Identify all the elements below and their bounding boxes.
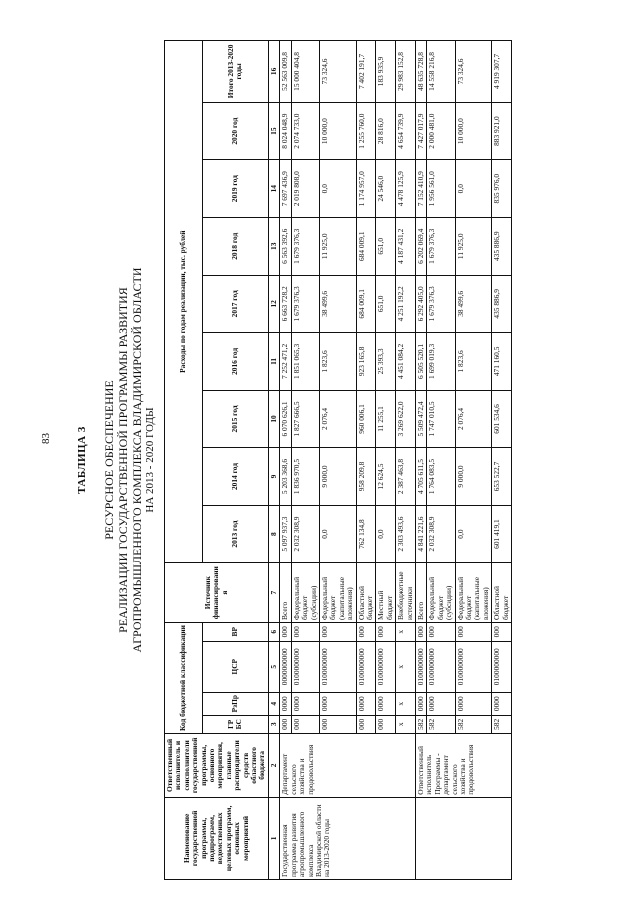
table-label: ТАБЛИЦА 3 (76, 426, 88, 494)
gr-code-cell: 000 (291, 715, 319, 734)
title-line-4: НА 2013 - 2020 ГОДЫ (144, 407, 156, 513)
program-name-cell: Государственная программа развития агропромышленного комплекса Владимирской области на 2013-2020 годы (280, 797, 416, 879)
funding-source-cell: Федеральный бюджет (капитальные вложения) (455, 563, 492, 623)
empty-name-cell (415, 797, 511, 879)
year-value-cell: 2 076,4 (455, 390, 492, 448)
year-value-cell: 3 269 622,0 (396, 390, 416, 448)
rzpr-code-cell: 0000 (427, 692, 455, 715)
header-year: 2019 год (202, 160, 268, 218)
csr-code-cell: 0100000000 (455, 641, 492, 692)
vr-code-cell: x (396, 622, 416, 641)
gr-code-cell: 582 (415, 715, 426, 734)
year-value-cell: 1 851 065,3 (291, 333, 319, 391)
year-value-cell: 435 886,9 (492, 275, 512, 333)
title-line-2: РЕАЛИЗАЦИИ ГОСУДАРСТВЕННОЙ ПРОГРАММЫ РАЗВИТИЯ (116, 287, 130, 633)
header-vr: ВР (202, 622, 268, 641)
column-number: 6 (268, 622, 279, 641)
total-value-cell: 73 324,6 (319, 41, 356, 103)
title-line-1: РЕСУРСНОЕ ОБЕСПЕЧЕНИЕ (102, 380, 116, 540)
vr-code-cell: 000 (356, 622, 376, 641)
year-value-cell: 24 546,0 (376, 160, 396, 218)
year-value-cell: 1 836 970,5 (291, 448, 319, 506)
header-source: Источник финансирования (165, 563, 269, 623)
total-value-cell: 4 919 307,7 (492, 41, 512, 103)
header-budget-code: Код бюджетной классификации (165, 622, 203, 733)
gr-code-cell: 582 (427, 715, 455, 734)
year-value-cell: 6 202 069,4 (415, 217, 426, 275)
total-value-cell: 73 324,6 (455, 41, 492, 103)
year-value-cell: 651,0 (376, 275, 396, 333)
gr-code-cell: 000 (319, 715, 356, 734)
year-value-cell: 0,0 (319, 505, 356, 563)
year-value-cell: 4 251 192,2 (396, 275, 416, 333)
year-value-cell: 1 823,6 (319, 333, 356, 391)
table-row (280, 41, 291, 880)
year-value-cell: 2 019 808,0 (291, 160, 319, 218)
year-value-cell: 25 393,3 (376, 333, 396, 391)
total-value-cell: 29 983 152,8 (396, 41, 416, 103)
funding-source-cell: Внебюджетные источники (396, 563, 416, 623)
year-value-cell: 1 679 376,3 (291, 217, 319, 275)
header-total: Итого 2013-2020 годы (202, 41, 268, 103)
funding-source-cell: Местный бюджет (376, 563, 396, 623)
rzpr-code-cell: 0000 (280, 692, 291, 715)
year-value-cell: 1 174 957,0 (356, 160, 376, 218)
vr-code-cell: 000 (280, 622, 291, 641)
header-name: Наименование государственной программы, подпрограмм, ведомственных целевых программ, основных мероприятий (165, 797, 269, 879)
year-value-cell: 2 000 481,0 (427, 102, 455, 160)
total-value-cell: 7 402 191,7 (356, 41, 376, 103)
funding-source-cell: Федеральный бюджет (капитальные вложения) (319, 563, 356, 623)
header-year: 2014 год (202, 448, 268, 506)
year-value-cell: 7 152 410,9 (415, 160, 426, 218)
year-value-cell: 1 679 376,3 (427, 275, 455, 333)
year-value-cell: 1 823,6 (455, 333, 492, 391)
header-expenses: Расходы по годам реализации, тыс. рублей (165, 41, 203, 563)
year-value-cell: 11 925,0 (319, 217, 356, 275)
csr-code-cell: x (396, 641, 416, 692)
resource-table (164, 40, 512, 880)
year-value-cell: 1 764 083,5 (427, 448, 455, 506)
year-value-cell: 0,0 (455, 160, 492, 218)
gr-code-cell: 582 (492, 715, 512, 734)
year-value-cell: 1 699 019,3 (427, 333, 455, 391)
column-numbers-row (268, 41, 279, 880)
header-year: 2013 год (202, 505, 268, 563)
year-value-cell: 2 032 308,9 (291, 505, 319, 563)
csr-code-cell: 0100000000 (319, 641, 356, 692)
vr-code-cell: 000 (376, 622, 396, 641)
year-value-cell: 6 292 405,0 (415, 275, 426, 333)
column-number: 11 (268, 333, 279, 391)
rzpr-code-cell: 0000 (455, 692, 492, 715)
year-value-cell: 0,0 (319, 160, 356, 218)
year-value-cell: 2 032 308,9 (427, 505, 455, 563)
rzpr-code-cell: 0000 (319, 692, 356, 715)
year-value-cell: 11 255,1 (376, 390, 396, 448)
vr-code-cell: 000 (319, 622, 356, 641)
column-number: 12 (268, 275, 279, 333)
year-value-cell: 684 009,1 (356, 217, 376, 275)
year-value-cell: 1 827 666,5 (291, 390, 319, 448)
header-year: 2017 год (202, 275, 268, 333)
csr-code-cell: 0100000000 (427, 641, 455, 692)
year-value-cell: 2 303 493,6 (396, 505, 416, 563)
year-value-cell: 960 006,1 (356, 390, 376, 448)
year-value-cell: 38 499,6 (455, 275, 492, 333)
rzpr-code-cell: 0000 (415, 692, 426, 715)
year-value-cell: 6 663 728,2 (280, 275, 291, 333)
vr-code-cell: 000 (291, 622, 319, 641)
year-value-cell: 4 705 611,5 (415, 448, 426, 506)
year-value-cell: 4 187 431,2 (396, 217, 416, 275)
year-value-cell: 9 000,0 (319, 448, 356, 506)
funding-source-cell: Федеральный бюджет (субсидии) (291, 563, 319, 623)
year-value-cell: 7 252 471,2 (280, 333, 291, 391)
column-number: 1 (268, 797, 279, 879)
year-value-cell: 11 925,0 (455, 217, 492, 275)
header-year: 2016 год (202, 333, 268, 391)
year-value-cell: 7 697 436,9 (280, 160, 291, 218)
column-number: 16 (268, 41, 279, 103)
title-block (76, 40, 157, 880)
year-value-cell: 6 563 392,6 (280, 217, 291, 275)
header-csr: ЦСР (202, 641, 268, 692)
page-number: 83 (40, 433, 52, 444)
year-value-cell: 0,0 (376, 505, 396, 563)
year-value-cell: 2 074 733,0 (291, 102, 319, 160)
rzpr-code-cell: 0000 (492, 692, 512, 715)
total-value-cell: 14 558 216,8 (427, 41, 455, 103)
responsible-executor-cell: Ответственный исполнитель Программы - департамент сельского хозяйства и продовольствия (415, 734, 511, 798)
vr-code-cell: 000 (455, 622, 492, 641)
total-value-cell: 183 935,9 (376, 41, 396, 103)
year-value-cell: 5 203 368,6 (280, 448, 291, 506)
year-value-cell: 923 165,8 (356, 333, 376, 391)
year-value-cell: 7 427 017,9 (415, 102, 426, 160)
csr-code-cell: 0100000000 (492, 641, 512, 692)
csr-code-cell: 0100000000 (291, 641, 319, 692)
year-value-cell: 4 451 084,2 (396, 333, 416, 391)
year-value-cell: 835 976,0 (492, 160, 512, 218)
header-responsible: Ответственный исполнитель и соисполнители государственной программы, основного мероприятия, главные распорядители средств областного бюджета (165, 734, 269, 798)
column-number: 10 (268, 390, 279, 448)
column-number: 2 (268, 734, 279, 798)
header-rzpr: РзПр (202, 692, 268, 715)
year-value-cell: 651,0 (376, 217, 396, 275)
year-value-cell: 684 009,1 (356, 275, 376, 333)
rzpr-code-cell: x (396, 692, 416, 715)
column-number: 5 (268, 641, 279, 692)
column-number: 13 (268, 217, 279, 275)
year-value-cell: 38 499,6 (319, 275, 356, 333)
rzpr-code-cell: 0000 (291, 692, 319, 715)
year-value-cell: 958 209,8 (356, 448, 376, 506)
year-value-cell: 10 000,0 (455, 102, 492, 160)
funding-source-cell: Областной бюджет (356, 563, 376, 623)
csr-code-cell: 0100000000 (356, 641, 376, 692)
year-value-cell: 2 076,4 (319, 390, 356, 448)
year-value-cell: 8 024 048,9 (280, 102, 291, 160)
total-value-cell: 52 563 009,8 (280, 41, 291, 103)
year-value-cell: 6 070 626,1 (280, 390, 291, 448)
year-value-cell: 28 816,0 (376, 102, 396, 160)
year-value-cell: 1 747 010,5 (427, 390, 455, 448)
year-value-cell: 12 624,5 (376, 448, 396, 506)
rzpr-code-cell: 0000 (376, 692, 396, 715)
year-value-cell: 1 679 376,3 (427, 217, 455, 275)
gr-code-cell: x (396, 715, 416, 734)
year-value-cell: 435 886,9 (492, 217, 512, 275)
year-value-cell: 5 509 472,4 (415, 390, 426, 448)
column-number: 15 (268, 102, 279, 160)
funding-source-cell: Всего (280, 563, 291, 623)
gr-code-cell: 000 (376, 715, 396, 734)
csr-code-cell: 0100000000 (376, 641, 396, 692)
total-value-cell: 48 635 728,8 (415, 41, 426, 103)
year-value-cell: 601 419,1 (492, 505, 512, 563)
column-number: 8 (268, 505, 279, 563)
vr-code-cell: 000 (427, 622, 455, 641)
year-value-cell: 9 000,0 (455, 448, 492, 506)
year-value-cell: 2 387 463,8 (396, 448, 416, 506)
total-value-cell: 15 000 404,8 (291, 41, 319, 103)
funding-source-cell: Всего (415, 563, 426, 623)
gr-code-cell: 582 (455, 715, 492, 734)
column-number: 7 (268, 563, 279, 623)
header-year: 2015 год (202, 390, 268, 448)
table-row (415, 41, 426, 880)
csr-code-cell: 0000000000 (280, 641, 291, 692)
year-value-cell: 883 921,0 (492, 102, 512, 160)
year-value-cell: 4 478 125,9 (396, 160, 416, 218)
title-line-3: АГРОПРОМЫШЛЕННОГО КОМПЛЕКСА ВЛАДИМИРСКОЙ ОБЛАСТИ (130, 267, 144, 653)
funding-source-cell: Федеральный бюджет (субсидии) (427, 563, 455, 623)
year-value-cell: 4 841 221,6 (415, 505, 426, 563)
vr-code-cell: 000 (415, 622, 426, 641)
year-value-cell: 1 679 376,3 (291, 275, 319, 333)
year-value-cell: 6 505 520,1 (415, 333, 426, 391)
year-value-cell: 1 956 561,0 (427, 160, 455, 218)
year-value-cell: 1 255 760,0 (356, 102, 376, 160)
gr-code-cell: 000 (356, 715, 376, 734)
year-value-cell: 762 134,8 (356, 505, 376, 563)
vr-code-cell: 000 (492, 622, 512, 641)
year-value-cell: 4 654 739,9 (396, 102, 416, 160)
funding-source-cell: Областной бюджет (492, 563, 512, 623)
year-value-cell: 5 097 937,3 (280, 505, 291, 563)
header-year: 2018 год (202, 217, 268, 275)
document-page (36, 40, 596, 880)
header-gr: ГР БС (202, 715, 268, 734)
year-value-cell: 653 522,7 (492, 448, 512, 506)
csr-code-cell: 0100000000 (415, 641, 426, 692)
rzpr-code-cell: 0000 (356, 692, 376, 715)
department-name-cell: Департамент сельского хозяйства и продовольствия (280, 734, 416, 798)
year-value-cell: 10 000,0 (319, 102, 356, 160)
column-number: 9 (268, 448, 279, 506)
gr-code-cell: 000 (280, 715, 291, 734)
header-year: 2020 год (202, 102, 268, 160)
year-value-cell: 471 160,5 (492, 333, 512, 391)
column-number: 4 (268, 692, 279, 715)
year-value-cell: 601 534,6 (492, 390, 512, 448)
column-number: 3 (268, 715, 279, 734)
column-number: 14 (268, 160, 279, 218)
year-value-cell: 0,0 (455, 505, 492, 563)
